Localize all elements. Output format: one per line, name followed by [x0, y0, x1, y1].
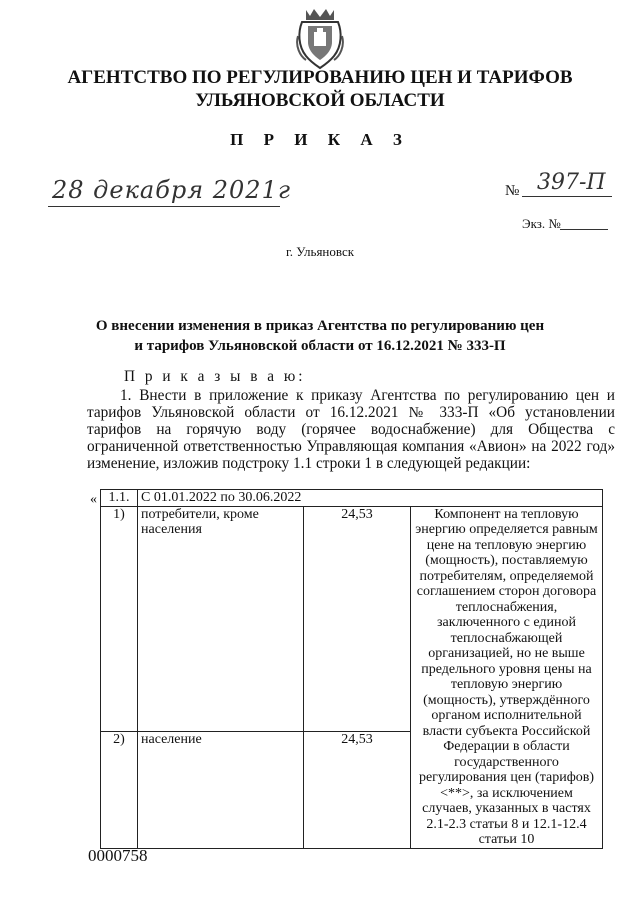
subject-line2: и тарифов Ульяновской области от 16.12.2021 № 333-П	[134, 338, 506, 354]
tariff-note: Компонент на тепловую энергию определяется равным цене на тепловую энергию (мощность), поставляемую потребителям, определяемой соглашением сторон договора теплоснабжения, заключенного с единой теплоснабжающей организацией, но не выше предельного уровня цены на тепловую энергию (мощность), утверждённого органом исполнительной власти субъекта Российской Федерации в области государственного регулирования цен (тарифов)<**>, за исключением случаев, указанных в частях 2.1-2.3 статьи 8 и 12.1-12.4 статьи 10	[411, 506, 603, 848]
document-serial: 0000758	[88, 846, 148, 865]
paragraph-1	[87, 387, 615, 472]
order-subject	[0, 316, 640, 356]
table-row	[101, 506, 603, 732]
copy-number-label: Экз. №	[522, 216, 561, 231]
agency-title-line2: УЛЬЯНОВСКОЙ ОБЛАСТИ	[195, 90, 445, 111]
subject-line1: О внесении изменения в приказ Агентства по регулированию цен	[95, 318, 545, 334]
copy-number-underline	[560, 229, 608, 230]
order-number: 397-П	[537, 170, 606, 195]
row-main-period: С 01.01.2022 по 30.06.2022	[138, 490, 603, 507]
row2-label: население	[138, 732, 304, 848]
row-main-number: 1.1.	[101, 490, 138, 507]
row2-number: 2)	[101, 732, 138, 848]
order-word: П р и к а з ы в а ю:	[124, 368, 306, 385]
paragraph-1-text: 1. Внести в приложение к приказу Агентства по регулированию цен и тарифов Ульяновской области от 16.12.2021 № 333-П «Об установлении тарифов на горячую воду (горячее водоснабжение) для Общества с ограниченной ответственностью Управляющая компания «Авион» на 2022 год» изменение, изложив подстроку 1.1 строки 1 в следующей редакции:	[87, 387, 615, 472]
open-quote: «	[90, 492, 97, 507]
tariff-table	[100, 489, 603, 849]
agency-title-line1: АГЕНТСТВО ПО РЕГУЛИРОВАНИЮ ЦЕН И ТАРИФОВ	[67, 67, 573, 88]
row1-label: потребители, кроме населения	[138, 506, 304, 732]
row2-value: 24,53	[304, 732, 411, 848]
date-underline	[48, 206, 280, 207]
ulyanovsk-coat-of-arms-icon	[296, 6, 344, 70]
order-title: П Р И К А З	[230, 130, 410, 149]
city: г. Ульяновск	[285, 244, 355, 259]
order-date: 28 декабря 2021г	[52, 176, 291, 204]
order-number-label: №	[505, 183, 520, 199]
agency-title	[0, 66, 640, 112]
number-underline	[522, 196, 612, 197]
row1-number: 1)	[101, 506, 138, 732]
row1-value: 24,53	[304, 506, 411, 732]
table-row	[101, 490, 603, 507]
